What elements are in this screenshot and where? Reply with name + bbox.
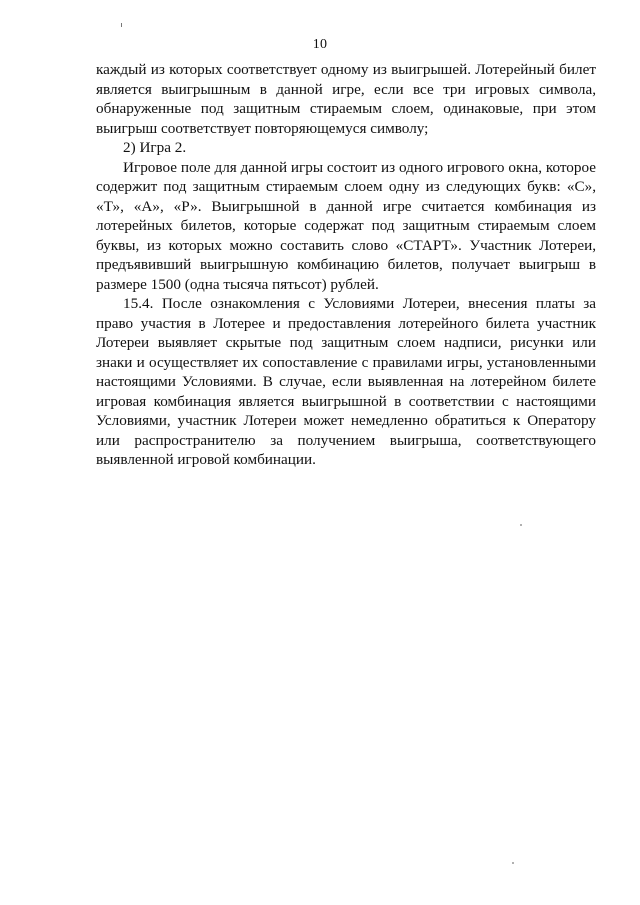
paragraph-game-2-heading: 2) Игра 2. [123,139,187,156]
paragraph-continuation: каждый из которых соответствует одному из выигрышей. Лотерейный билет является выигрышным в данной игре, если все три игровых символа, обнаруженные под защитным стираемым слоем, одинаковые, при этом выигрыш соответствует повторяющемуся символу; [96,61,596,137]
paragraph-section-15-4: 15.4. После ознакомления с Условиями Лотереи, внесения платы за право участия в Лотерее и предоставления лотерейного билета участник Лотереи выявляет скрытые под защитным слоем надписи, рисунки или знаки и осуществляет их сопоставление с правилами игры, установленными настоящими Условиями. В случае, если выявленная на лотерейном билете игровая комбинация является выигрышной в соответствии с настоящими Условиями, участник Лотереи может немедленно обратиться к Оператору или распространителю за получением выигрыша, соответствующего выявленной игровой комбинации. [96,295,596,468]
scan-speck [512,862,514,864]
document-body [96,60,596,470]
page-number: 10 [312,37,328,52]
scan-mark [121,23,122,27]
scan-speck [520,524,522,526]
paragraph-game-2-description: Игровое поле для данной игры состоит из одного игрового окна, которое содержит под защитным стираемым слоем одну из следующих букв: «С», «Т», «А», «Р». Выигрышной в данной игре считается комбинация из лотерейных билетов, которые содержат под защитным стираемым слоем буквы, из которых можно составить слово «СТАРТ». Участник Лотереи, предъявивший выигрышную комбинацию билетов, получает выигрыш в размере 1500 (одна тысяча пятьсот) рублей. [96,158,596,293]
